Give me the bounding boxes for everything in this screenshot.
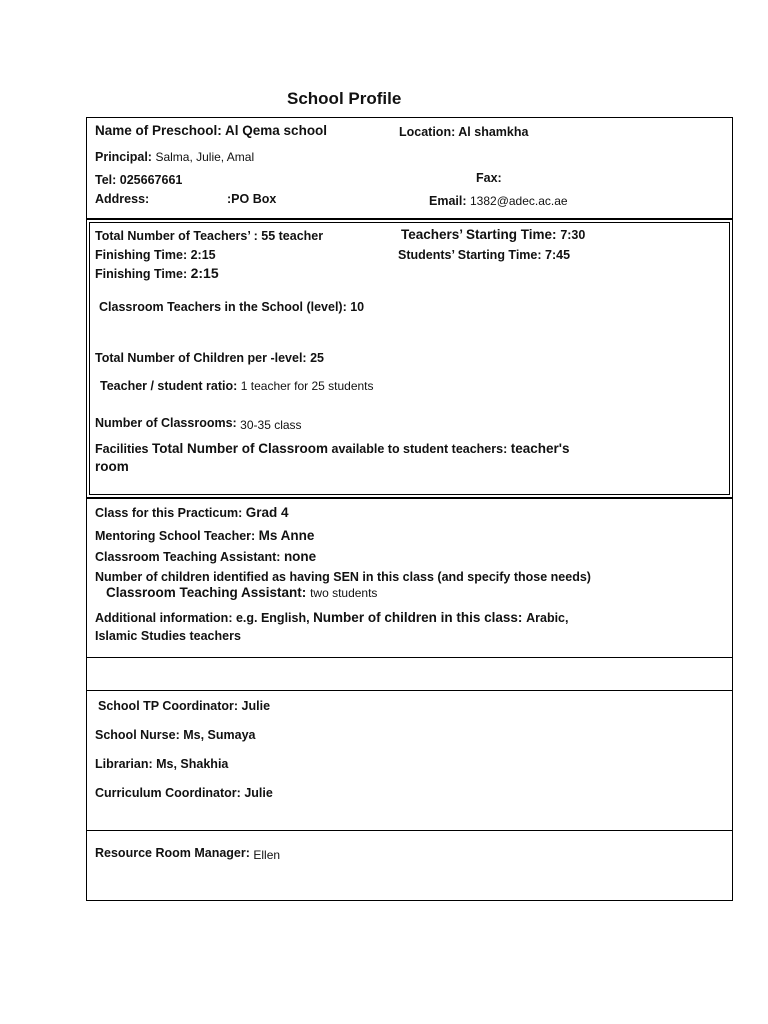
resource-value: Ellen — [253, 848, 281, 862]
classroom-teachers-field — [99, 298, 364, 316]
principal-label: Principal: — [95, 150, 156, 164]
preschool-name-value: Al Qema school — [225, 123, 328, 138]
ratio-value: 1 teacher for 25 students — [240, 379, 374, 393]
classrooms-field — [95, 414, 302, 432]
email-label: Email: — [429, 194, 470, 208]
assistant-value: none — [283, 549, 317, 564]
students-start-field — [398, 246, 570, 264]
curriculum-value: Julie — [244, 786, 273, 800]
tel-value: 025667661 — [119, 173, 183, 187]
practicum-class-value: Grad 4 — [245, 505, 289, 520]
additional-info-field — [95, 609, 569, 627]
principal-value: Salma, Julie, Amal — [155, 150, 255, 164]
resource-label: Resource Room Manager: — [95, 846, 254, 860]
nurse-field — [95, 726, 255, 744]
additional-info-mid: Number of children in this class: — [313, 610, 527, 625]
sen-sub-field — [106, 584, 377, 602]
location-label: Location: — [399, 125, 459, 139]
tel-label: Tel: — [95, 173, 120, 187]
mentor-field — [95, 527, 314, 545]
teachers-start-label: Teachers’ Starting Time: — [401, 227, 561, 242]
ratio-field — [100, 377, 374, 395]
tp-coordinator-field — [98, 697, 270, 715]
finishing-time-label-2: Finishing Time: — [95, 267, 191, 281]
principal-field — [95, 148, 254, 166]
librarian-label: Librarian: — [95, 757, 157, 771]
page-title: School Profile — [287, 89, 402, 108]
children-per-level-label: Total Number of Children per -level: — [95, 351, 311, 365]
students-start-value: 7:45 — [545, 248, 571, 262]
tp-coordinator-label: School TP Coordinator: — [98, 699, 242, 713]
facilities-value: teacher's — [510, 441, 570, 456]
finishing-time-field-1 — [95, 246, 216, 264]
additional-info-label: Additional information: e.g. English, — [95, 611, 314, 625]
classrooms-label: Number of Classrooms: — [95, 416, 241, 430]
curriculum-label: Curriculum Coordinator: — [95, 786, 245, 800]
nurse-label: School Nurse: — [95, 728, 184, 742]
facilities-value-line2: room — [95, 459, 129, 474]
children-per-level-value: 25 — [310, 351, 324, 365]
tel-field — [95, 171, 182, 189]
classrooms-value: 30-35 class — [240, 418, 302, 432]
fax-label: Fax: — [476, 171, 502, 185]
resource-section — [86, 830, 733, 901]
teachers-count-label: Total Number of Teachers’ : — [95, 229, 262, 243]
sen-sub-label: Classroom Teaching Assistant: — [106, 585, 311, 600]
teachers-count-field — [95, 227, 323, 245]
mentor-label: Mentoring School Teacher: — [95, 529, 259, 543]
practicum-class-field — [95, 504, 289, 522]
curriculum-field — [95, 784, 273, 802]
preschool-name-field — [95, 122, 327, 140]
facilities-prefix: Facilities — [95, 442, 152, 456]
additional-info-value: Arabic, — [526, 611, 569, 625]
assistant-label: Classroom Teaching Assistant: — [95, 550, 284, 564]
assistant-field — [95, 548, 316, 566]
sen-label: Number of children identified as having SEN in this class (and specify those needs) — [95, 570, 591, 584]
classroom-teachers-label: Classroom Teachers in the School (level): — [99, 300, 351, 314]
children-per-level-field — [95, 349, 324, 367]
practicum-class-label: Class for this Practicum: — [95, 506, 246, 520]
facilities-suffix: available to student teachers: — [328, 442, 511, 456]
resource-field — [95, 844, 280, 862]
librarian-field — [95, 755, 228, 773]
facilities-field — [95, 440, 569, 458]
finishing-time-value-2: 2:15 — [190, 265, 219, 281]
ratio-label: Teacher / student ratio: — [100, 379, 241, 393]
classroom-teachers-value: 10 — [350, 300, 365, 314]
students-start-label: Students’ Starting Time: — [398, 248, 546, 262]
teachers-start-field — [401, 226, 585, 244]
po-box-label: :PO Box — [227, 192, 277, 206]
finishing-time-field-2 — [95, 265, 219, 283]
location-value: Al shamkha — [458, 125, 529, 139]
address-label: Address: — [95, 192, 150, 206]
tp-coordinator-value: Julie — [241, 699, 271, 713]
finishing-time-value-1: 2:15 — [190, 248, 216, 262]
mentor-value: Ms Anne — [258, 528, 315, 543]
location-field — [399, 123, 528, 141]
librarian-value: Ms, Shakhia — [156, 757, 229, 771]
teachers-count-value: 55 teacher — [261, 229, 324, 243]
finishing-time-label-1: Finishing Time: — [95, 248, 191, 262]
teachers-start-value: 7:30 — [560, 228, 586, 242]
empty-section — [86, 657, 733, 691]
email-field — [429, 192, 568, 210]
nurse-value: Ms, Sumaya — [183, 728, 256, 742]
facilities-mid: Total Number of Classroom — [151, 441, 329, 456]
preschool-name-label: Name of Preschool: — [95, 123, 226, 138]
additional-info-line2: Islamic Studies teachers — [95, 629, 241, 643]
sen-sub-value: two students — [310, 586, 378, 600]
email-value: 1382@adec.ac.ae — [470, 194, 568, 208]
